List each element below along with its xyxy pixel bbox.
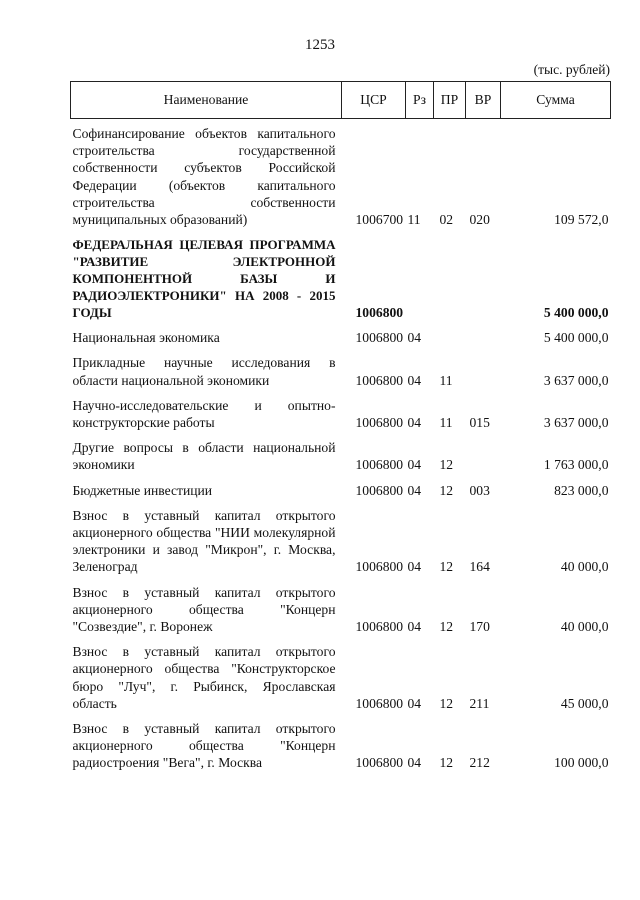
row-pr: 12 (439, 755, 454, 771)
row-name: Научно-исследовательские и опытно-конструкторские работы (72, 397, 336, 431)
header-sum: Сумма (501, 82, 611, 119)
row-sum: 823 000,0 (554, 482, 609, 498)
row-csr: 1006800 (355, 755, 404, 771)
row-vr: 003 (469, 482, 490, 498)
header-vr: ВР (466, 82, 501, 119)
row-rz: 04 (407, 415, 422, 431)
row-pr: 11 (439, 415, 453, 431)
row-rz (406, 236, 434, 329)
row-name: Бюджетные инвестиции (72, 482, 213, 498)
row-rz: 04 (407, 372, 422, 388)
row-vr (466, 236, 501, 329)
row-pr (434, 236, 466, 329)
row-pr: 12 (439, 619, 454, 635)
row-rz: 04 (407, 619, 422, 635)
row-pr: 12 (439, 695, 454, 711)
table-row (71, 720, 611, 780)
row-sum: 1 763 000,0 (543, 457, 609, 473)
units-label: (тыс. рублей) (533, 62, 610, 77)
row-pr: 12 (439, 482, 454, 498)
row-csr: 1006800 (355, 330, 404, 346)
row-sum: 45 000,0 (560, 695, 609, 711)
table-row (71, 507, 611, 584)
row-sum: 5 400 000,0 (543, 305, 609, 321)
row-vr: 015 (469, 415, 490, 431)
row-csr: 1006800 (355, 415, 404, 431)
row-sum: 3 637 000,0 (543, 372, 609, 388)
row-vr (466, 354, 501, 396)
page-number: 1253 (305, 37, 335, 53)
row-csr: 1006800 (355, 695, 404, 711)
row-csr: 1006800 (355, 619, 404, 635)
row-vr: 170 (469, 619, 490, 635)
table-row (71, 329, 611, 354)
row-name: Софинансирование объектов капитального строительства государственной собственности субъектов Российской Федерации (объектов капитального строительства собственности муниципальных образований) (72, 126, 336, 228)
row-csr: 1006800 (355, 482, 404, 498)
table-row (71, 439, 611, 481)
row-pr: 12 (439, 559, 454, 575)
row-rz: 04 (407, 755, 422, 771)
row-name: Другие вопросы в области национальной экономики (72, 440, 336, 473)
row-sum: 40 000,0 (560, 559, 609, 575)
row-rz: 04 (407, 695, 422, 711)
row-vr: 211 (469, 695, 490, 711)
row-sum: 109 572,0 (554, 212, 609, 228)
row-sum: 100 000,0 (554, 755, 609, 771)
table-row (71, 397, 611, 439)
row-rz: 11 (407, 212, 421, 228)
header-csr: ЦСР (342, 82, 406, 119)
row-pr: 02 (439, 212, 454, 228)
row-vr: 212 (469, 755, 490, 771)
row-rz: 04 (407, 482, 422, 498)
header-pr: ПР (434, 82, 466, 119)
row-csr: 1006800 (355, 305, 404, 321)
header-name: Наименование (71, 82, 342, 119)
table-row (71, 236, 611, 329)
table-body (71, 119, 611, 780)
table-header (71, 82, 611, 119)
row-vr (466, 439, 501, 481)
row-name: Взнос в уставный капитал открытого акционерного общества "Концерн радиостроения "Вега", г. Москва (72, 721, 336, 771)
row-sum: 3 637 000,0 (543, 415, 609, 431)
table-row (71, 584, 611, 644)
header-row (71, 82, 611, 119)
row-name: Взнос в уставный капитал открытого акционерного общества "Концерн "Созвездие", г. Воронеж (72, 584, 336, 635)
table-row (71, 643, 611, 720)
row-vr: 020 (469, 212, 490, 228)
row-vr: 164 (469, 559, 490, 575)
row-rz: 04 (407, 457, 422, 473)
header-rz: Рз (406, 82, 434, 119)
row-sum: 5 400 000,0 (543, 330, 609, 346)
table-row (71, 119, 611, 237)
row-csr: 1006800 (355, 457, 404, 473)
row-csr: 1006800 (355, 372, 404, 388)
row-pr: 11 (439, 372, 453, 388)
row-csr: 1006800 (355, 559, 404, 575)
row-rz: 04 (407, 330, 422, 346)
row-pr: 12 (439, 457, 454, 473)
table-row (71, 482, 611, 507)
row-name: ФЕДЕРАЛЬНАЯ ЦЕЛЕВАЯ ПРОГРАММА "РАЗВИТИЕ ЭЛЕКТРОННОЙ КОМПОНЕНТНОЙ БАЗЫ И РАДИОЭЛЕКТРОНИКИ" НА 2008 - 2015 ГОДЫ (72, 237, 336, 321)
row-vr (466, 329, 501, 354)
row-name: Взнос в уставный капитал открытого акционерного общества "Конструкторское бюро "Луч", г. Рыбинск, Ярославская область (72, 644, 336, 711)
row-pr (434, 329, 466, 354)
budget-table (70, 81, 611, 780)
row-name: Прикладные научные исследования в области национальной экономики (72, 355, 336, 388)
row-csr: 1006700 (355, 212, 404, 228)
row-name: Национальная экономика (72, 330, 220, 346)
row-sum: 40 000,0 (560, 619, 609, 635)
table-row (71, 354, 611, 396)
row-rz: 04 (407, 559, 422, 575)
row-name: Взнос в уставный капитал открытого акционерного общества "НИИ молекулярной электроники и завод "Микрон", г. Москва, Зеленоград (72, 507, 336, 575)
